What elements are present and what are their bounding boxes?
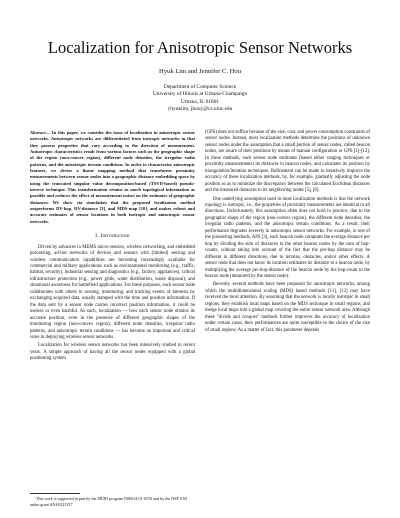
abstract bbox=[30, 130, 195, 225]
abstract-body: — In this paper, we consider the issue of localization in anisotropic sensor networks. Anisotropic networks are differentiated from isotropic networks in that they possess properties that vary according to the direction of measurement. Anisotropic characteristics result from various factors such as the geographic shape of the region (non-convex region), different node densities, the irregular radio patterns, and the anisotropic terrain conditions. In order to characterize anisotropic features, we devise a linear mapping method that transforms proximity measurements between sensor nodes into a geographic distance embedding space by using the truncated singular value decomposition-based (TSVD-based) pseudo-inverse technique. This transformation retains as much topological information as possible and reduces the effect of measurement noises on the estimates of geographic distances. We show via simulation that the proposed localization method outperforms DV-hop, DV-distance [3], and MDS-map [10], and makes robust and accurate estimates of sensor locations in both isotropic and anisotropic sensor networks. bbox=[30, 130, 195, 224]
section-heading-introduction: I. Introduction bbox=[95, 233, 130, 240]
paper-title: Localization for Anisotropic Sensor Networks bbox=[47, 38, 353, 57]
affiliation-university: University of Illinois at Urbana-Champaign bbox=[152, 91, 248, 98]
abstract-label: Abstract bbox=[30, 130, 46, 135]
affiliation-city: Urbana, IL 61801 bbox=[180, 98, 220, 105]
right-paragraph-1: (GPS) does not suffice because of the size, cost, and power consumption constraints of sensor nodes. Instead, most localization methods determine the positions of unknown sensor nodes under the assumption that a small portion of sensor nodes, called beacon nodes, are aware of their positions by means of manual configuration or GPS [1]-[12]. In these methods, each sensor node estimates (based either ranging techniques or proximity measurements) its distances to beacon nodes, and calculates its position by triangulation/iteration techniques. Refinement can be made to iteratively improve the accuracy of these localization methods, by, for example, gradually adjusting the node position so as to minimize the discrepancy between the calculated Euclidean distances and the measured distances to its neighboring nodes [5], [6]. bbox=[205, 130, 370, 194]
affiliation-email: {hyuklim, jhou}@cs.uiuc.edu bbox=[167, 106, 233, 113]
intro-paragraph-2: Localization for wireless sensor networks has been intensively studied in recent years. A simple approach of having all the sensor nodes equipped with a global positioning system bbox=[30, 343, 195, 362]
intro-paragraph-1: Driven by advances in MEMS micro-sensors, wireless networking, and embedded processing, ad-hoc networks of devices and sensors with (limited) sensing and wireless communication capabilities are becoming increasingly available for commercial and military applications such as environmental monitoring (e.g., traffic, habitat, security), industrial sensing and diagnostics (e.g., factory, appliances), critical infrastructure protection (e.g., power grids, water distribution, waste disposal), and situational awareness for battlefield applications. For these purposes, each sensor node collaborates with others in sensing, monitoring, and tracking events of interests by exchanging acquired data, usually stamped with the time and position information. If the data sent by a sensor node carries incorrect position information, it could be useless or even harmful. As such, localization — how each sensor node obtains its accurate position, even in the presence of different geographic shapes of the monitoring region (non-convex region), different node densities, irregular radio patterns, and anisotropic terrain conditions — has become an important and critical issue in deploying wireless sensor networks. bbox=[30, 244, 195, 340]
right-paragraph-2: One underlying assumption used in most localization methods is that the network topology is isotropic, i.e., the properties of proximity measurements are identical in all directions. Unfortunately, this assumption often does not hold in practice, due to the geographic shape of the region (non-convex region), the different node densities, the irregular radio patterns, and the anisotropic terrain conditions. As a result, their performance degrades severely in anisotropic sensor networks. For example, in one of the pioneering methods, APS [3], each beacon node computes the average distance per hop by dividing the sum of distances to the other beacon nodes by the sum of hop-counts, without taking into account of the fact that the per-hop distance may be different in different directions, due to terrains, obstacles, and/or other effects. A sensor node that does not know its location estimates its distance to a beacon node, by multiplying the average per-hop-distance of the beacon node by the hop-count to the beacon node (measured by the sensor node). bbox=[205, 196, 370, 279]
affiliation-block bbox=[0, 84, 400, 114]
affiliation-department: Department of Computer Science bbox=[163, 84, 237, 90]
paper-authors: Hyuk Lim and Jennifer C. Hou bbox=[158, 68, 242, 75]
footnote: This work is supported in part by the MURI program N00014-01-0576 and by the NSF ANI under grant ANI-0221357. bbox=[30, 496, 187, 507]
left-column bbox=[30, 130, 195, 365]
right-paragraph-3: Recently, several methods have been proposed for anisotropic networks, among which the multidimensional scaling (MDS) based methods [11], [12] may have received the most attention. By assuming that the network is locally isotropic in small regions, they establish local maps based on the MDS technique in small regions, and merge local maps into a global map covering the entire sensor network area. Although these "divide and conquer" methods further improves the accuracy of localization under certain cases, their performances are quite susceptible to the choice of the size of small regions. As a matter of fact, this parameter depends bbox=[205, 282, 370, 333]
right-column bbox=[205, 130, 370, 336]
footnote-rule bbox=[30, 493, 80, 494]
